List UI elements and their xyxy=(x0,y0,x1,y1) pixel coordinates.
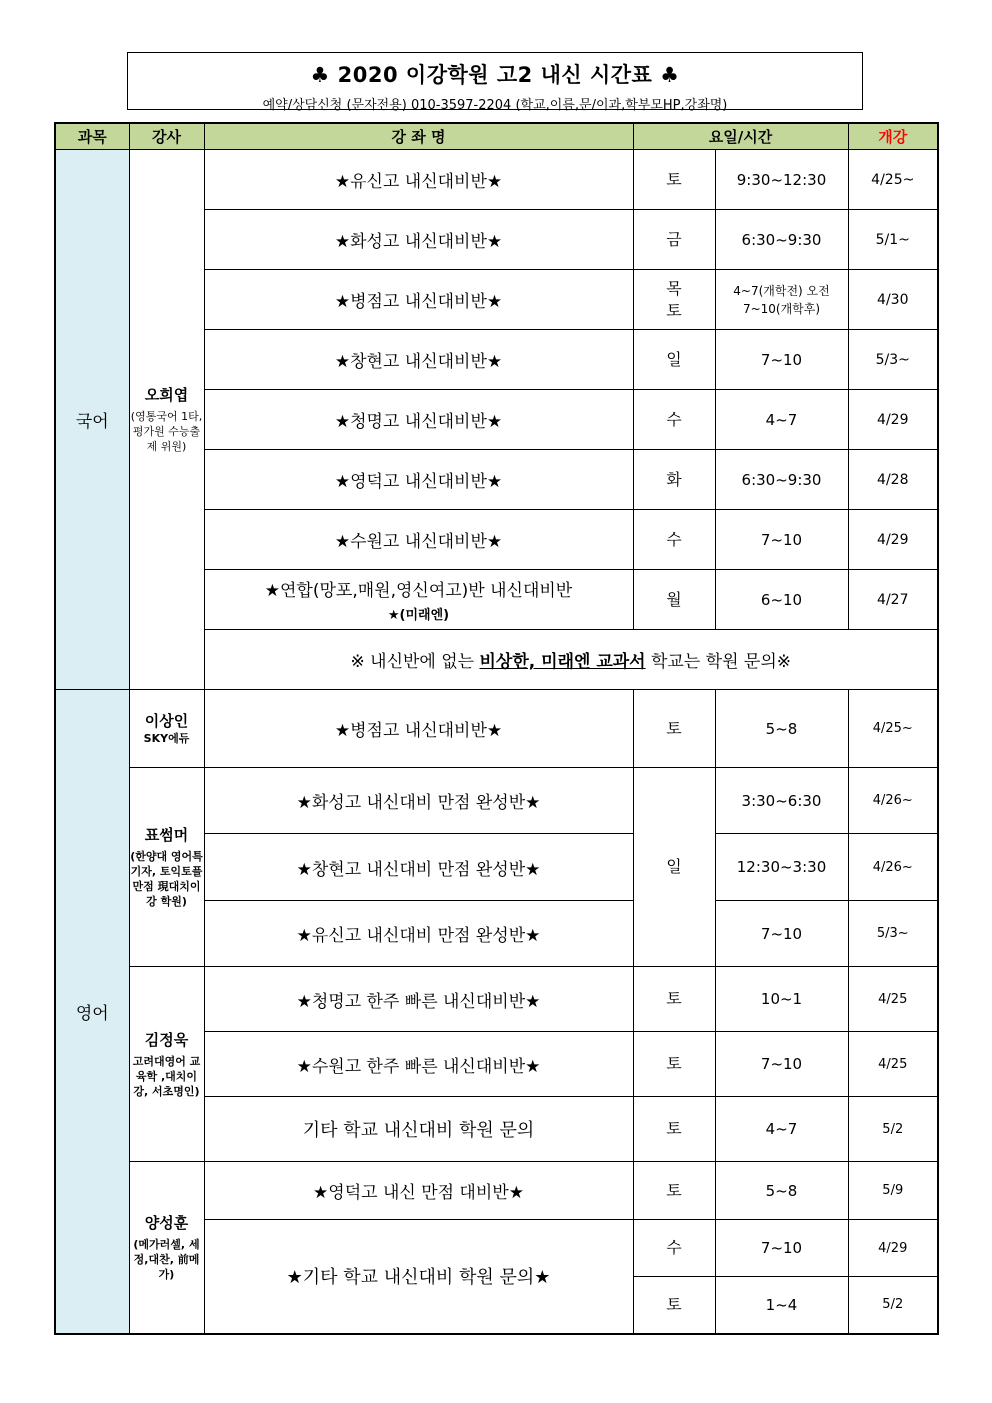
time-cell: 12:30~3:30 xyxy=(715,834,848,901)
time-cell: 7~10 xyxy=(715,1220,848,1277)
course-name: ★창현고 내신대비 만점 완성반★ xyxy=(204,834,633,901)
header-row xyxy=(55,123,938,150)
teacher-note: SKY에듀 xyxy=(143,732,190,745)
time-cell: 7~10 xyxy=(715,1032,848,1097)
header-subject: 과목 xyxy=(55,123,129,150)
teacher-name: 이상인 xyxy=(144,712,189,730)
opening-date: 5/1~ xyxy=(848,210,938,270)
teacher-name: 양성훈 xyxy=(144,1213,189,1232)
opening-date: 4/25 xyxy=(848,1032,938,1097)
opening-date: 5/9 xyxy=(848,1162,938,1220)
teacher-name: 오희엽 xyxy=(144,386,189,404)
time-cell: 4~7 xyxy=(715,1097,848,1162)
day-cell: 수 xyxy=(633,1220,715,1277)
header-opening: 개강 xyxy=(848,123,938,150)
day-cell: 월 xyxy=(633,570,715,630)
course-name: ★병점고 내신대비반★ xyxy=(204,270,633,330)
day-cell: 금 xyxy=(633,210,715,270)
teacher-name: 김정욱 xyxy=(144,1030,189,1049)
teacher-cell xyxy=(129,690,204,768)
table-row xyxy=(55,1162,938,1220)
course-name: ★수원고 한주 빠른 내신대비반★ xyxy=(204,1032,633,1097)
opening-date: 5/2 xyxy=(848,1277,938,1334)
day-cell: 토 xyxy=(633,1032,715,1097)
header-course: 강 좌 명 xyxy=(204,123,633,150)
opening-date: 4/28 xyxy=(848,450,938,510)
opening-date: 4/25~ xyxy=(848,690,938,768)
time-cell: 4~7 xyxy=(715,390,848,450)
header-daytime: 요일/시간 xyxy=(633,123,848,150)
day-cell: 화 xyxy=(633,450,715,510)
teacher-note: 고려대영어 교육학 ,대치이강, 서초명인) xyxy=(132,1054,201,1098)
course-name: ★기타 학교 내신대비 학원 문의★ xyxy=(204,1220,633,1334)
opening-date: 4/29 xyxy=(848,510,938,570)
timetable xyxy=(54,122,939,1335)
course-name: 기타 학교 내신대비 학원 문의 xyxy=(204,1097,633,1162)
course-name: ★창현고 내신대비반★ xyxy=(204,330,633,390)
day-cell: 목 토 xyxy=(633,270,715,330)
teacher-note: (메가러셀, 세정,대찬, 前메가) xyxy=(133,1237,200,1281)
header-teacher: 강사 xyxy=(129,123,204,150)
time-cell: 7~10 xyxy=(715,510,848,570)
day-cell: 토 xyxy=(633,1277,715,1334)
day-cell: 토 xyxy=(633,150,715,210)
teacher-cell xyxy=(129,1162,204,1334)
teacher-note: (영통국어 1타,평가원 수능출제 위원) xyxy=(130,410,203,453)
table-row xyxy=(55,768,938,834)
opening-date: 4/27 xyxy=(848,570,938,630)
table-row xyxy=(55,690,938,768)
day-cell: 일 xyxy=(633,330,715,390)
course-name: ★수원고 내신대비반★ xyxy=(204,510,633,570)
day-cell: 토 xyxy=(633,1162,715,1220)
course-name: ★화성고 내신대비 만점 완성반★ xyxy=(204,768,633,834)
subject-korean: 국어 xyxy=(55,150,129,690)
opening-date: 4/26~ xyxy=(848,834,938,901)
day-cell: 토 xyxy=(633,1097,715,1162)
notice-textbooks: 비상한, 미래엔 교과서 xyxy=(479,652,646,672)
teacher-cell xyxy=(129,967,204,1162)
teacher-cell xyxy=(129,150,204,690)
subject-english: 영어 xyxy=(55,690,129,1334)
opening-date: 5/3~ xyxy=(848,330,938,390)
table-row xyxy=(55,150,938,210)
time-cell: 6:30~9:30 xyxy=(715,210,848,270)
course-name: ★유신고 내신대비 만점 완성반★ xyxy=(204,901,633,967)
time-cell: 4~7(개학전) 오전7~10(개학후) xyxy=(715,270,848,330)
course-name: ★영덕고 내신대비반★ xyxy=(204,450,633,510)
time-cell: 3:30~6:30 xyxy=(715,768,848,834)
course-name: ★청명고 내신대비반★ xyxy=(204,390,633,450)
time-cell: 6:30~9:30 xyxy=(715,450,848,510)
opening-date: 5/2 xyxy=(848,1097,938,1162)
teacher-note: (한양대 영어특기자, 토익토플 만점 現대치이강 학원) xyxy=(130,850,203,908)
course-name: ★연합(망포,매원,영신여고)반 내신대비반 xyxy=(264,581,573,601)
teacher-name: 표썸머 xyxy=(144,826,189,844)
time-cell: 1~4 xyxy=(715,1277,848,1334)
course-name: ★유신고 내신대비반★ xyxy=(204,150,633,210)
time-cell: 10~1 xyxy=(715,967,848,1032)
opening-date: 4/25 xyxy=(848,967,938,1032)
notice-text-pre: ※ 내신반에 없는 xyxy=(350,652,480,672)
opening-date: 4/25~ xyxy=(848,150,938,210)
day-cell: 수 xyxy=(633,510,715,570)
course-cell xyxy=(204,570,633,630)
time-cell: 5~8 xyxy=(715,690,848,768)
opening-date: 4/29 xyxy=(848,1220,938,1277)
contact-info: 예약/상담신청 (문자전용) 010-3597-2204 (학교,이름,문/이과,학부모HP,강좌명) xyxy=(262,98,728,113)
page-title: ♣ 2020 이강학원 고2 내신 시간표 ♣ xyxy=(310,63,680,87)
day-cell: 수 xyxy=(633,390,715,450)
notice-text-post: 학교는 학원 문의※ xyxy=(645,652,792,672)
time-cell: 9:30~12:30 xyxy=(715,150,848,210)
course-name: ★영덕고 내신 만점 대비반★ xyxy=(204,1162,633,1220)
day-cell: 토 xyxy=(633,690,715,768)
title-box xyxy=(127,52,863,113)
day-cell: 토 xyxy=(633,967,715,1032)
course-name: ★청명고 한주 빠른 내신대비반★ xyxy=(204,967,633,1032)
table-row xyxy=(55,967,938,1032)
time-cell: 6~10 xyxy=(715,570,848,630)
course-name: ★화성고 내신대비반★ xyxy=(204,210,633,270)
course-sub: ★(미래엔) xyxy=(387,608,450,623)
opening-date: 4/30 xyxy=(848,270,938,330)
time-cell: 7~10 xyxy=(715,901,848,967)
course-name: ★병점고 내신대비반★ xyxy=(204,690,633,768)
opening-date: 4/29 xyxy=(848,390,938,450)
time-cell: 7~10 xyxy=(715,330,848,390)
time-cell: 5~8 xyxy=(715,1162,848,1220)
teacher-cell xyxy=(129,768,204,967)
opening-date: 5/3~ xyxy=(848,901,938,967)
opening-date: 4/26~ xyxy=(848,768,938,834)
notice-cell xyxy=(204,630,938,690)
day-cell: 일 xyxy=(633,768,715,967)
